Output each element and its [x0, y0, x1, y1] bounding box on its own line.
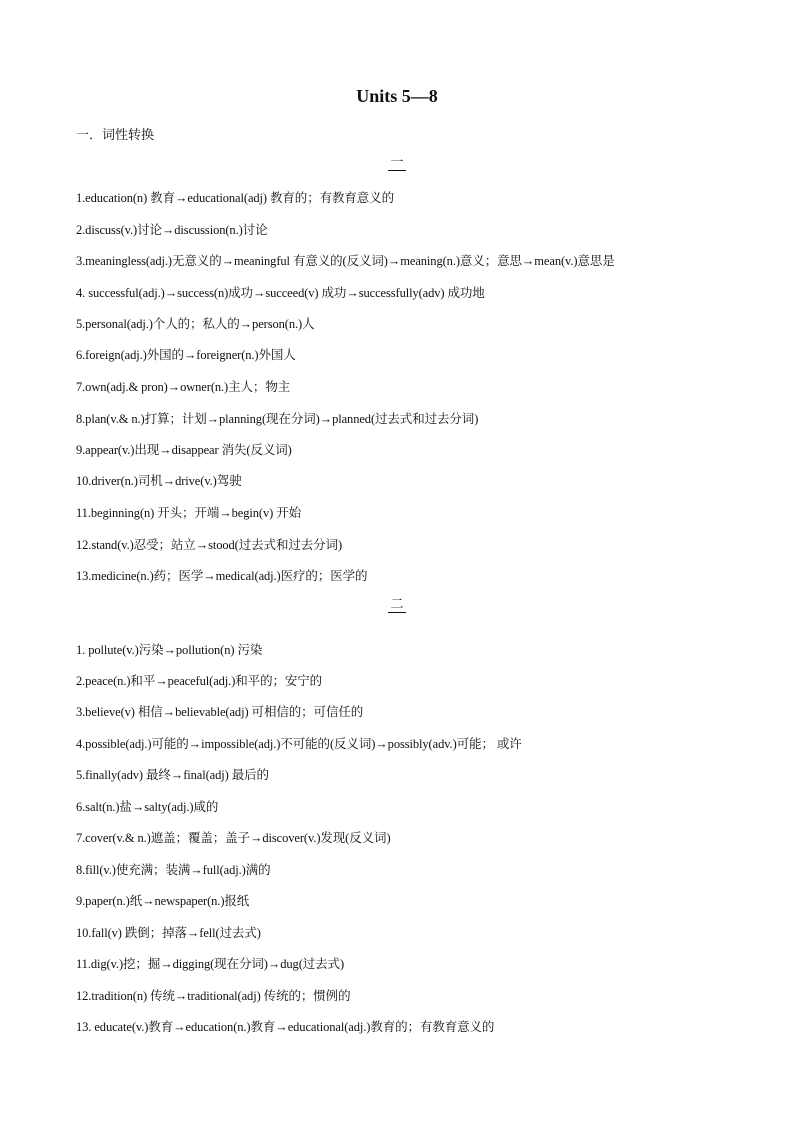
list-item: 5.personal(adj.)个人的；私人的→person(n.)人 — [76, 317, 315, 331]
list-item: 2.discuss(v.)讨论→discussion(n.)讨论 — [76, 223, 268, 237]
list-item: 7.cover(v.& n.)遮盖；覆盖；盖子→discover(v.)发现(反义词) — [76, 831, 391, 845]
list-item: 11.dig(v.)挖；掘→digging(现在分词)→dug(过去式) — [76, 957, 345, 971]
page-title: Units 5—8 — [356, 86, 438, 106]
list-item: 3.believe(v) 相信→believable(adj) 可相信的；可信任的 — [76, 705, 364, 719]
section-title: 一．词性转换 — [76, 128, 155, 143]
list-item: 1. pollute(v.)污染→pollution(n) 污染 — [76, 643, 263, 657]
list-item: 7.own(adj.& pron)→owner(n.)主人；物主 — [76, 380, 291, 394]
list-item: 6.foreign(adj.)外国的→foreigner(n.)外国人 — [76, 348, 296, 362]
list-item: 8.plan(v.& n.)打算；计划→planning(现在分词)→planned(过去式和过去分词) — [76, 412, 479, 426]
list-item: 12.tradition(n) 传统→traditional(adj) 传统的；惯例的 — [76, 989, 351, 1003]
list-item: 9.appear(v.)出现→disappear 消失(反义词) — [76, 443, 292, 457]
list-item: 3.meaningless(adj.)无意义的→meaningful 有意义的(反义词)→meaning(n.)意义；意思→mean(v.)意思是 — [76, 254, 615, 268]
group-mark-1: 一 — [390, 155, 404, 170]
group-mark-2: 二 — [390, 597, 404, 612]
list-item: 11.beginning(n) 开头；开端→begin(v) 开始 — [76, 506, 302, 520]
list-item: 10.driver(n.)司机→drive(v.)驾驶 — [76, 474, 242, 488]
list-item: 6.salt(n.)盐→salty(adj.)咸的 — [76, 800, 219, 814]
list-item: 4. successful(adj.)→success(n)成功→succeed(v) 成功→successfully(adv) 成功地 — [76, 286, 485, 300]
list-item: 5.finally(adv) 最终→final(adj) 最后的 — [76, 768, 269, 782]
list-item: 10.fall(v) 跌倒；掉落→fell(过去式) — [76, 926, 261, 940]
list-item: 13.medicine(n.)药；医学→medical(adj.)医疗的；医学的 — [76, 569, 368, 583]
list-item: 9.paper(n.)纸→newspaper(n.)报纸 — [76, 894, 250, 908]
list-item: 1.education(n) 教育→educational(adj) 教育的；有教育意义的 — [76, 191, 394, 205]
list-item: 4.possible(adj.)可能的→impossible(adj.)不可能的(反义词)→possibly(adv.)可能； 或许 — [76, 737, 522, 751]
list-item: 12.stand(v.)忍受；站立→stood(过去式和过去分词) — [76, 538, 343, 552]
list-item: 13. educate(v.)教育→education(n.)教育→educational(adj.)教育的；有教育意义的 — [76, 1020, 495, 1034]
list-item: 8.fill(v.)使充满；装满→full(adj.)满的 — [76, 863, 271, 877]
list-item: 2.peace(n.)和平→peaceful(adj.)和平的；安宁的 — [76, 674, 323, 688]
